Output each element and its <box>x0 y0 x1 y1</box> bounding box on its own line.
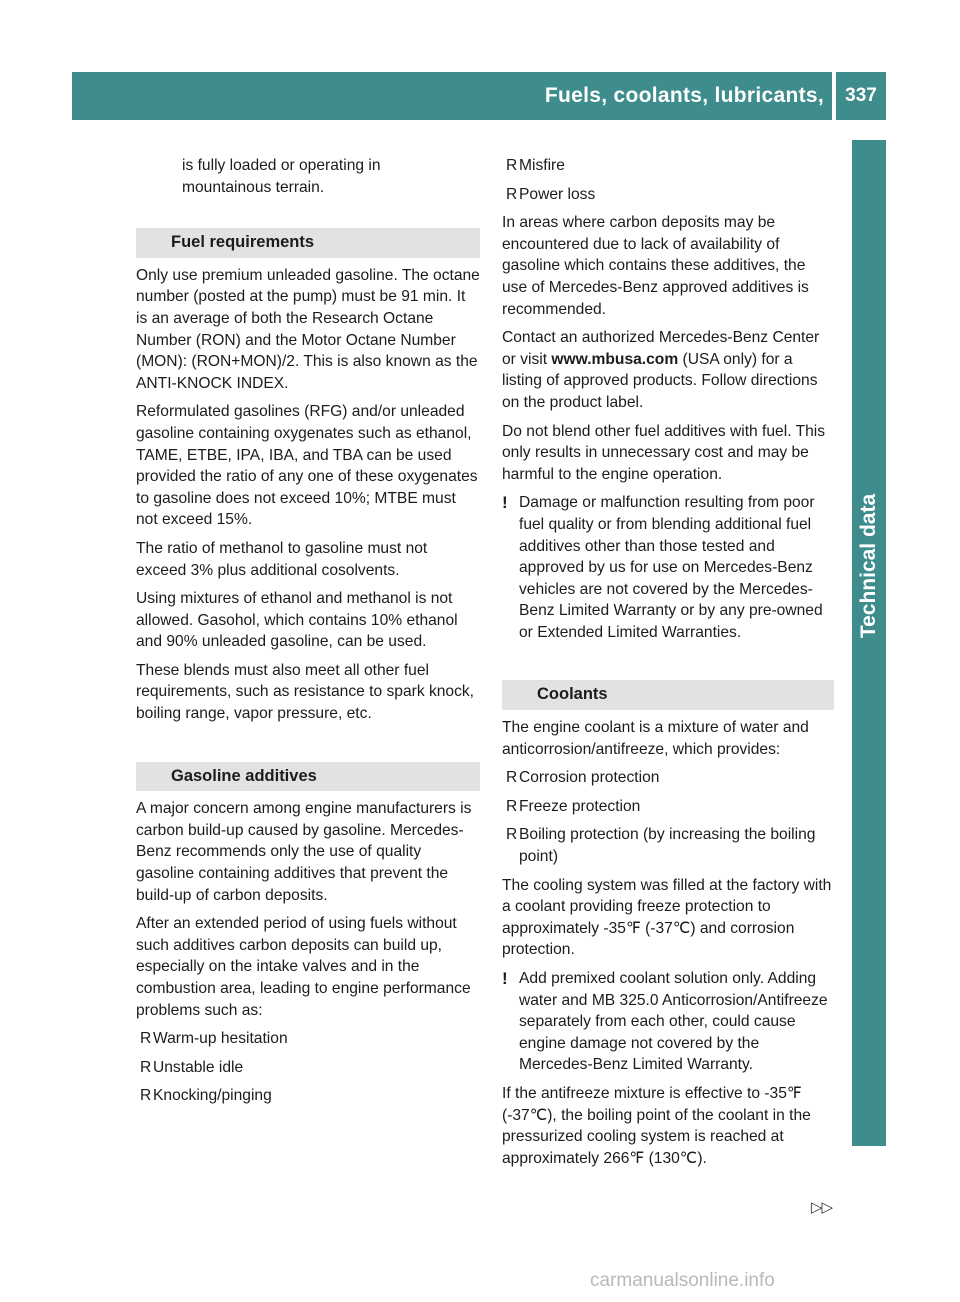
warning-note: ! Add premixed coolant solution only. Adding water and MB 325.0 Anticorrosion/Antifreeze separately from each other, could cause engine damage not covered by the Mercedes-Benz Limited Warranty. <box>502 969 828 1074</box>
paragraph: Only use premium unleaded gasoline. The octane number (posted at the pump) must be 91 min. It is an average of both the Research Octane Number (RON) and the Motor Octane Number (MON): (RON+MON)/2. This is also known as the ANTI-KNOCK INDEX. <box>136 266 480 392</box>
paragraph: If the antifreeze mixture is effective to -35℉ (-37℃), the boiling point of the coolant in the pressurized cooling system is reached at approximately 266℉ (130℃). <box>502 1084 811 1167</box>
continue-arrow-icon: ▷▷ <box>810 1199 832 1216</box>
warning-note: ! Damage or malfunction resulting from poor fuel quality or from blending additional fuel additives other than those tested and approved by us for use on Mercedes-Benz vehicles are not covered by the Mercedes-Benz Limited Warranty or by any pre-owned or Extended Limited Warranties. <box>502 493 823 641</box>
bullet-marker: R <box>506 769 518 787</box>
paragraph: A major concern among engine manufacturers is carbon build-up caused by gasoline. Mercedes-Benz recommends only the use of quality gasoline containing additives that prevent the build-up of carbon deposits. <box>136 800 472 904</box>
list-item: R Power loss <box>502 184 834 206</box>
page-number: 337 <box>836 72 886 120</box>
section-heading-fuel-requirements: Fuel requirements <box>136 228 480 258</box>
list-item: R Knocking/pinging <box>136 1085 480 1107</box>
bullet-marker: R <box>506 185 518 203</box>
paragraph: Using mixtures of ethanol and methanol is not allowed. Gasohol, which contains 10% ethanol and 90% unleaded gasoline, can be used. <box>136 590 458 651</box>
intro-line: mountainous terrain. <box>182 178 325 196</box>
warning-icon: ! <box>502 493 508 513</box>
section-title: Fuels, coolants, lubricants, etc. <box>544 84 824 155</box>
right-column <box>502 155 834 1176</box>
intro-line: is fully loaded or operating in <box>182 157 381 174</box>
list-item: R Corrosion protection <box>502 767 834 789</box>
intro-text <box>136 155 480 198</box>
paragraph: The ratio of methanol to gasoline must not exceed 3% plus additional cosolvents. <box>136 539 428 579</box>
paragraph: Reformulated gasolines (RFG) and/or unleaded gasoline containing oxygenates such as ethanol, TAME, ETBE, IPA, IBA, and TBA can be used provided the ratio of any one of these oxygenates to gasoline does not exceed 10%; MTBE must not exceed 15%. <box>136 403 478 529</box>
list-item: R Freeze protection <box>502 796 834 818</box>
bullet-marker: R <box>506 157 518 174</box>
section-heading-gasoline-additives: Gasoline additives <box>136 762 480 792</box>
list-item: R Misfire <box>502 155 834 177</box>
bullet-marker: R <box>506 826 518 844</box>
left-column <box>136 155 480 1114</box>
list-item: R Warm-up hesitation <box>136 1028 480 1050</box>
paragraph: After an extended period of using fuels without such additives carbon deposits can build up, especially on the intake valves and in the combustion area, leading to engine performance problems such as: <box>136 915 471 1019</box>
section-heading-coolants: Coolants <box>502 680 834 710</box>
chapter-tab-label: Technical data <box>857 493 880 639</box>
watermark: carmanualsonline.info <box>590 1270 775 1291</box>
bullet-marker: R <box>506 797 518 815</box>
website-link[interactable]: www.mbusa.com <box>551 350 679 368</box>
paragraph: The engine coolant is a mixture of water and anticorrosion/antifreeze, which provides: <box>502 719 809 758</box>
bullet-marker: R <box>140 1087 152 1105</box>
list-item: R Boiling protection (by increasing the boiling point) <box>506 826 816 866</box>
paragraph: In areas where carbon deposits may be encountered due to lack of availability of gasoline which contains these additives, the use of Mercedes-Benz approved additives is recommended. <box>502 214 809 318</box>
chapter-tab-label-wrap <box>840 466 898 666</box>
list-item: R Unstable idle <box>136 1057 480 1079</box>
paragraph: The cooling system was filled at the factory with a coolant providing freeze protection to approximately -35℉ (-37℃) and corrosion protection. <box>502 876 832 959</box>
bullet-marker: R <box>140 1058 152 1076</box>
paragraph: These blends must also meet all other fuel requirements, such as resistance to spark knock, boiling range, vapor pressure, etc. <box>136 661 475 723</box>
bullet-marker: R <box>140 1030 152 1048</box>
paragraph: Contact an authorized Mercedes-Benz Center or visit www.mbusa.com (USA only) for a listing of approved products. Follow directions on the product label. <box>502 329 820 411</box>
warning-icon: ! <box>502 969 508 988</box>
paragraph: Do not blend other fuel additives with fuel. This only results in unnecessary cost and may be harmful to the engine operation. <box>502 422 826 483</box>
